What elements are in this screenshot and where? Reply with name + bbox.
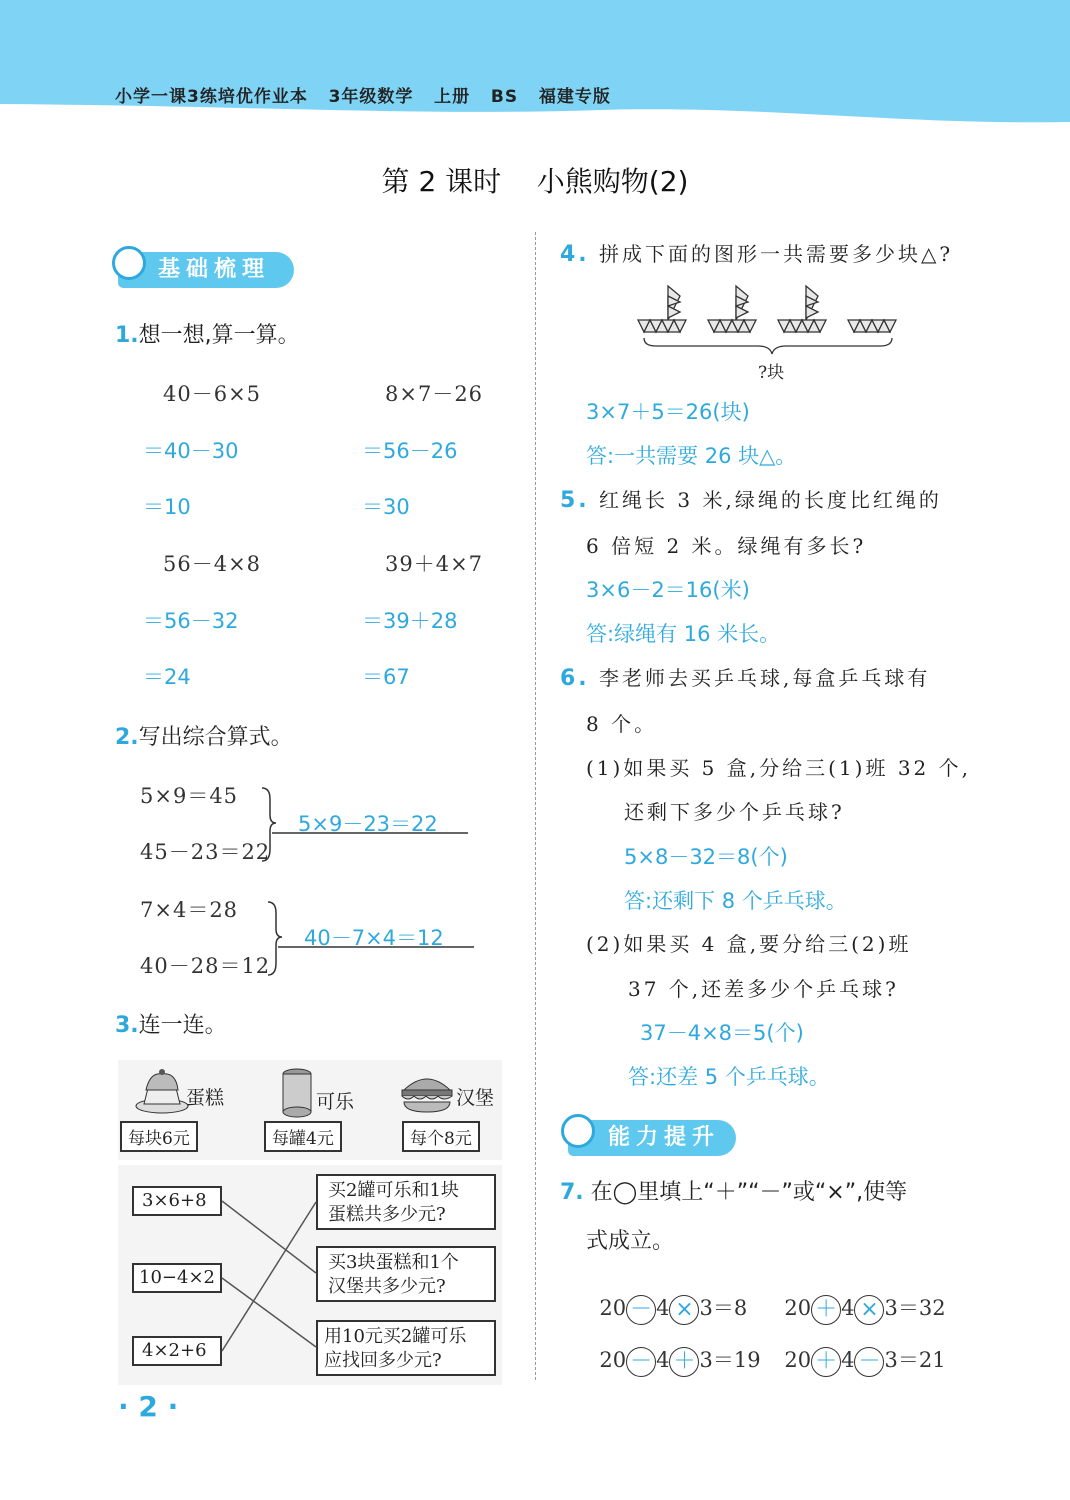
number: 3 (699, 1348, 713, 1372)
number: 4 (841, 1296, 855, 1320)
operator-circle[interactable]: ＋ (811, 1347, 841, 1377)
badge-label: 基础梳理 (158, 257, 271, 282)
q4-answer-expr: 3×7＋5＝26(块) (586, 400, 750, 424)
product-name: 可乐 (316, 1091, 355, 1113)
operator-circle[interactable]: － (626, 1347, 656, 1377)
number: 20 (784, 1348, 812, 1372)
page-number: · 2 · (118, 1390, 179, 1423)
question-number: 2. (115, 725, 139, 750)
word-problem-box: 用10元买2罐可乐 应找回多少元? (316, 1320, 496, 1376)
price-tag: 每块6元 (120, 1121, 198, 1152)
q1-step-2: ＝67 (362, 665, 410, 689)
operator-circle[interactable]: － (626, 1295, 656, 1325)
clock-icon (561, 1114, 595, 1148)
question-number: 1. (115, 323, 139, 348)
page-title: 第 2 课时 小熊购物(2) (381, 165, 689, 198)
q1-step-2: ＝10 (143, 495, 191, 519)
word-problem-box: 买2罐可乐和1块 蛋糕共多少元? (316, 1174, 496, 1230)
q5-answer-expr: 3×6－2＝16(米) (586, 578, 750, 602)
equation (586, 1320, 761, 1377)
sub-question: (2)如果买 4 盒,要分给三(2)班 (586, 932, 912, 956)
question-text: 式成立。 (586, 1229, 675, 1254)
q1-expr-1: 40－6×5 (163, 382, 262, 406)
sub-question: 还剩下多少个乒乓球? (624, 800, 845, 824)
number: 20 (599, 1348, 627, 1372)
number: 20 (599, 1296, 627, 1320)
result: ＝19 (712, 1348, 761, 1372)
q2-answer: 40－7×4＝12 (304, 926, 444, 950)
q6-answer-text: 答:还差 5 个乒乓球。 (628, 1065, 830, 1089)
cake-icon (134, 1066, 190, 1116)
question-text: 在◯里填上“＋”“－”或“×”,使等 (590, 1180, 908, 1205)
word-problem-box: 买3块蛋糕和1个 汉堡共多少元? (316, 1246, 496, 1302)
question-text: 红绳长 3 米,绿绳的长度比红绳的 (599, 488, 942, 512)
clock-icon (112, 246, 146, 280)
badge-label: 能力提升 (608, 1125, 721, 1150)
question-text: 拼成下面的图形一共需要多少块△? (599, 242, 954, 266)
product-name: 汉堡 (456, 1087, 495, 1109)
operator-circle[interactable]: ＋ (811, 1295, 841, 1325)
number: 3 (884, 1296, 898, 1320)
question-text: 写出综合算式。 (138, 725, 293, 750)
column-divider (535, 232, 536, 1380)
q2-step-line: 7×4＝28 (140, 898, 239, 922)
q1-expr-2: 8×7－26 (385, 382, 484, 406)
expr-box: 4×2+6 (132, 1336, 222, 1366)
q1-step-2: ＝30 (362, 495, 410, 519)
expr-box: 3×6+8 (132, 1186, 222, 1216)
operator-circle[interactable]: × (669, 1295, 699, 1325)
expr-box: 10−4×2 (132, 1263, 222, 1293)
header-wave (0, 0, 1070, 140)
q5-answer-text: 答:绿绳有 16 米长。 (586, 622, 781, 646)
q1-step-1: ＝56－32 (143, 609, 239, 633)
equation (771, 1268, 946, 1325)
header-text: 小学一课3练培优作业本 3年级数学 上册 BS 福建专版 (115, 87, 611, 107)
result: ＝21 (897, 1348, 946, 1372)
question-text: 6 倍短 2 米。绿绳有多长? (586, 534, 867, 558)
number: 3 (884, 1348, 898, 1372)
price-tag: 每罐4元 (264, 1121, 342, 1152)
q2-step-line: 40－28＝12 (140, 954, 271, 978)
question-text: 想一想,算一算。 (138, 323, 300, 348)
number: 4 (656, 1348, 670, 1372)
price-tag: 每个8元 (402, 1121, 480, 1152)
question-number: 4. (560, 242, 590, 267)
operator-circle[interactable]: × (854, 1295, 884, 1325)
q1-step-2: ＝24 (143, 665, 191, 689)
question-number: 3. (115, 1013, 139, 1038)
q6-answer-expr: 5×8－32＝8(个) (624, 845, 788, 869)
question-text: 连一连。 (138, 1013, 227, 1038)
figure-label: ?块 (758, 363, 785, 383)
question-number: 7. (560, 1180, 584, 1205)
number: 4 (841, 1348, 855, 1372)
burger-icon (398, 1072, 456, 1116)
number: 3 (699, 1296, 713, 1320)
number: 20 (784, 1296, 812, 1320)
result: ＝32 (897, 1296, 946, 1320)
q2-step-line: 5×9＝45 (140, 784, 239, 808)
q1-expr-3: 56－4×8 (163, 552, 262, 576)
q2-step-line: 45－23＝22 (140, 840, 271, 864)
sub-question: 37 个,还差多少个乒乓球? (628, 977, 899, 1001)
number: 4 (656, 1296, 670, 1320)
q1-step-1: ＝56－26 (362, 439, 458, 463)
sub-question: (1)如果买 5 盒,分给三(1)班 32 个, (586, 756, 971, 780)
equation (771, 1320, 946, 1377)
q6-answer-text: 答:还剩下 8 个乒乓球。 (624, 889, 847, 913)
question-text: 李老师去买乒乓球,每盒乒乓球有 (599, 666, 931, 690)
result: ＝8 (712, 1296, 748, 1320)
q4-answer-text: 答:一共需要 26 块△。 (586, 444, 797, 468)
q6-answer-expr: 37－4×8＝5(个) (640, 1021, 804, 1045)
operator-circle[interactable]: ＋ (669, 1347, 699, 1377)
question-number: 5. (560, 488, 590, 513)
equation (586, 1268, 747, 1325)
q1-step-1: ＝40－30 (143, 439, 239, 463)
q2-answer: 5×9－23＝22 (298, 812, 438, 836)
product-name: 蛋糕 (186, 1087, 225, 1109)
q1-step-1: ＝39＋28 (362, 609, 458, 633)
q1-expr-4: 39＋4×7 (385, 552, 484, 576)
question-text: 8 个。 (586, 712, 658, 736)
cola-can-icon (280, 1068, 314, 1118)
question-number: 6. (560, 666, 590, 691)
operator-circle[interactable]: － (854, 1347, 884, 1377)
